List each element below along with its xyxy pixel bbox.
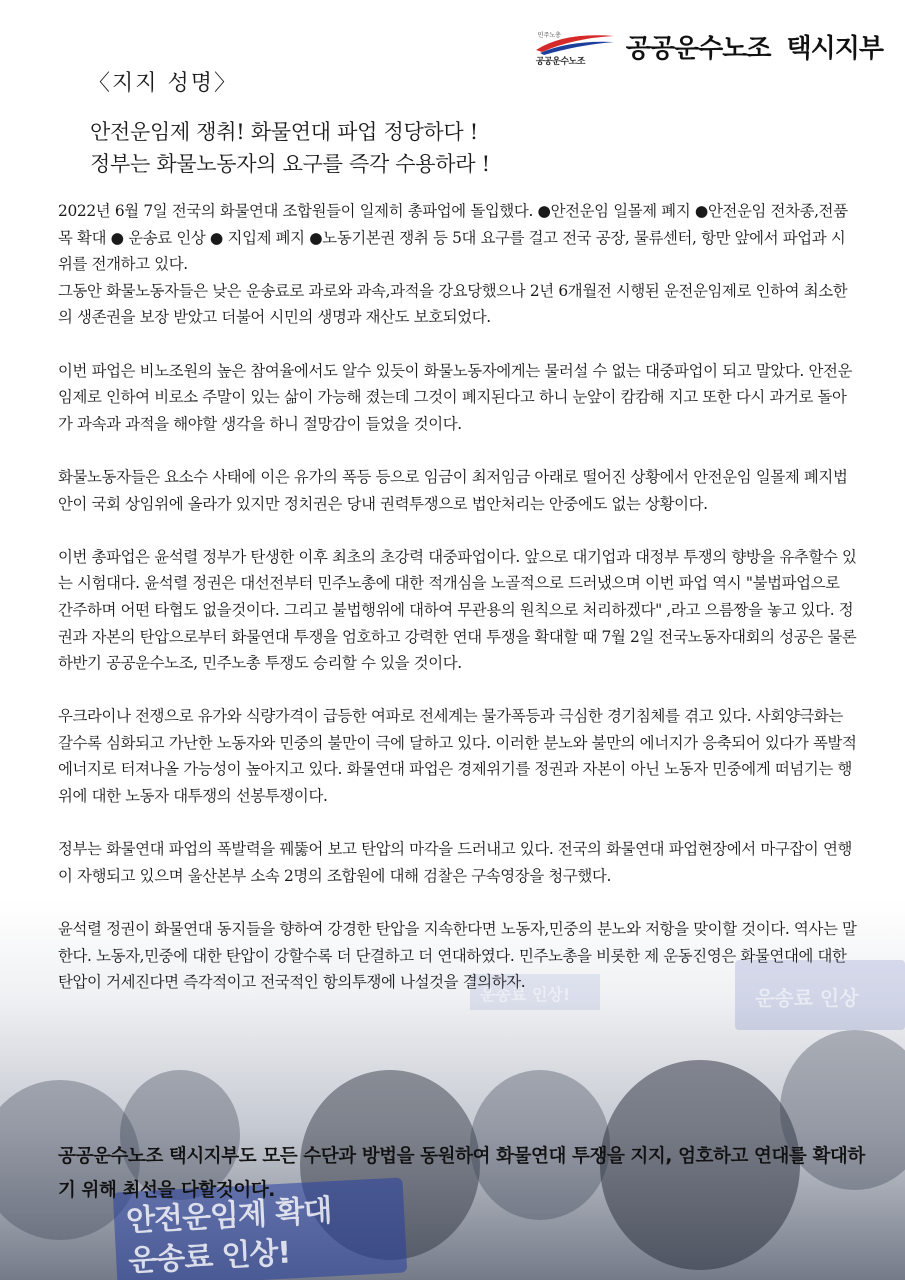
logo-small-bottom: 공공운수노조 [535,57,585,67]
document-label: 〈지지 성명〉 [88,71,239,96]
logo-small-top: 민주노총 [537,32,561,39]
headline-1: 안전운임제 쟁취! 화물연대 파업 정당하다 ! [90,120,478,144]
paragraph: 윤석렬 정권이 화물연대 동지들을 향하여 강경한 탄압을 지속한다면 노동자,민중의 분노와 저항을 맞이할 것이다. 역사는 말한다. 노동자,민중에 대한 탄압이 강할수록 더 단결하고 더 연대하였다. 민주노총을 비롯한 제 운동진영은 화물연대에 대한 탄압이 거세진다면 즉각적이고 전국적인 항의투쟁에 나설것을 결의하자. [58,920,857,992]
paragraph: 우크라이나 전쟁으로 유가와 식량가격이 급등한 여파로 전세계는 물가폭등과 극심한 경기침체를 겪고 있다. 사회양극화는 갈수록 심화되고 가난한 노동자와 민중의 불만이 극에 달하고 있다. 이러한 분노와 불만의 에너지가 응축되어 있다가 폭발적 에너지로 터져나올 가능성이 높아지고 있다. 화물연대 파업은 경제위기를 정권과 자본이 아닌 노동자 민중에게 떠넘기는 행위에 대한 노동자 대투쟁의 선봉투쟁이다. [58,707,857,806]
logo-title: 공공운수노조 택시지부 [625,33,883,64]
paragraph: 화물노동자들은 요소수 사태에 이은 유가의 폭등 등으로 임금이 최저임금 아래로 떨어진 상황에서 안전운임 일몰제 폐지법안이 국회 상임위에 올라가 있지만 정치권은 당내 권력투쟁으로 법안처리는 안중에도 없는 상황이다. [58,467,848,513]
headline-2: 정부는 화물노동자의 요구를 즉각 수용하라 ! [90,152,490,176]
union-emblem-icon [534,26,616,66]
paragraph: 이번 총파업은 윤석렬 정부가 탄생한 이후 최초의 초강력 대중파업이다. 앞으로 대기업과 대정부 투쟁의 향방을 유추할수 있는 시험대다. 윤석렬 정권은 대선전부터 민주노총에 대한 적개심을 노골적으로 드러냈으며 이번 파업 역시 "불법파업으로 간주하며 어떤 타협도 없을것이다. 그리고 불법행위에 대하여 무관용의 원칙으로 처리하겠다" ,라고 으름짱을 놓고 있다. 정권과 자본의 탄압으로부터 화물연대 투쟁을 엄호하고 강력한 연대 투쟁을 확대할 때 7월 2일 전국노동자대회의 성공은 물론 하반기 공공운수노조, 민주노총 투쟁도 승리할 수 있을 것이다. [58,547,857,673]
banner-right-text: 운송료 인상 [755,986,859,1010]
paragraph: 이번 파업은 비노조원의 높은 참여율에서도 알수 있듯이 화물노동자에게는 물러설 수 없는 대중파업이 되고 말았다. 안전운임제로 인하여 비로소 주말이 있는 삶이 가능해 졌는데 그것이 폐지된다고 하니 눈앞이 캄캄해 지고 또한 다시 과거로 돌아가 과속과 과적을 해야할 생각을 하니 절망감이 들었을 것이다. [58,361,853,433]
union-logo [534,26,883,66]
banner-main-text: 안전운임제 확대 운송료 인상! [125,1193,333,1279]
banner-small-text: 운송료 인상! [480,985,571,1004]
paragraph: 정부는 화물연대 파업의 폭발력을 꿰뚫어 보고 탄압의 마각을 드러내고 있다. 전국의 화물연대 파업현장에서 마구잡이 연행이 자행되고 있으며 울산본부 소속 2명의 조합원에 대해 검찰은 구속영장을 청구했다. [58,840,853,885]
headline-block [90,116,490,180]
closing-statement: 공공운수노조 택시지부도 모든 수단과 방법을 동원하여 화물연대 투쟁을 지지, 엄호하고 연대를 확대하기 위해 최선을 다할것이다. [58,1146,865,1201]
statement-body [58,198,858,1022]
paragraph: 2022년 6월 7일 전국의 화물연대 조합원들이 일제히 총파업에 돌입했다. ●안전운임 일몰제 폐지 ●안전운임 전차종,전품목 확대 ● 운송료 인상 ● 지입제 폐지 ●노동기본권 쟁취 등 5대 요구를 걸고 전국 공장, 물류센터, 항만 앞에서 파업과 시위를 전개하고 있다. 그동안 화물노동자들은 낮은 운송료로 과로와 과속,과적을 강요당했으나 2년 6개월전 시행된 운전운임제로 인하여 최소한의 생존권을 보장 받았고 더불어 시민의 생명과 재산도 보호되었다. [58,202,848,327]
